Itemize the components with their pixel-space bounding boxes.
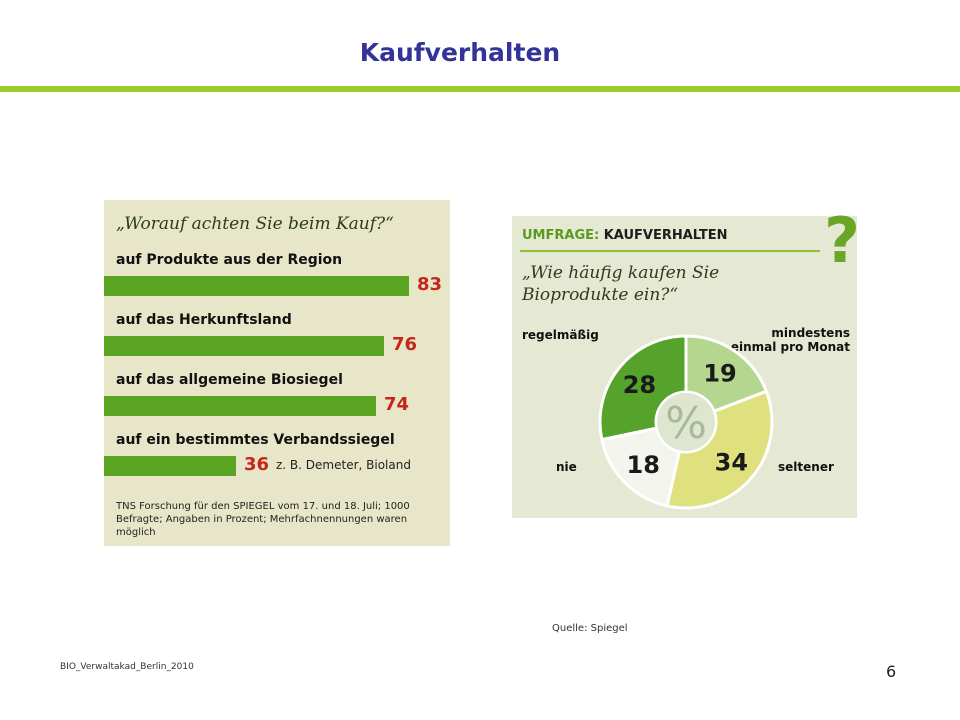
bar bbox=[104, 396, 376, 416]
pie-label-regelmaessig: regelmäßig bbox=[522, 328, 599, 342]
pie-chart-header-rest: KAUFVERHALTEN bbox=[603, 228, 728, 243]
bar-value-label: 76 bbox=[392, 334, 418, 355]
pie-chart-header-prefix: UMFRAGE: bbox=[522, 228, 600, 243]
bar bbox=[104, 456, 236, 476]
pie-label-seltener: seltener bbox=[778, 460, 834, 474]
bar bbox=[104, 336, 384, 356]
bar-chart-source-note: TNS Forschung für den SPIEGEL vom 17. und 18. Juli; 1000 Befragte; Angaben in Prozent; Mehrfachnennungen waren möglich bbox=[116, 501, 410, 538]
donut-value-label: 19 bbox=[703, 359, 737, 388]
pie-chart-header bbox=[522, 228, 728, 243]
bar bbox=[104, 276, 409, 296]
title-underline bbox=[0, 86, 960, 92]
pie-chart-title: „Wie häufig kaufen Sie Bioprodukte ein?“ bbox=[522, 263, 720, 305]
donut-value-label: 18 bbox=[626, 451, 660, 480]
bar-label: auf das allgemeine Biosiegel bbox=[116, 372, 343, 388]
pie-label-mindestens: mindestens einmal pro Monat bbox=[730, 326, 850, 354]
bar-label: auf Produkte aus der Region bbox=[116, 252, 343, 268]
pie-chart-header-line bbox=[520, 250, 820, 252]
bar-value-label: 83 bbox=[417, 274, 443, 295]
pie-chart-panel bbox=[512, 204, 860, 518]
slide-title: Kaufverhalten bbox=[359, 38, 561, 67]
page-number: 6 bbox=[886, 662, 897, 681]
pie-label-nie: nie bbox=[556, 460, 577, 474]
bar-value-label: 36 bbox=[244, 454, 270, 475]
donut-value-label: 28 bbox=[622, 371, 657, 400]
donut-value-label: 34 bbox=[714, 448, 749, 477]
bar-label: auf ein bestimmtes Verbandssiegel bbox=[116, 432, 395, 448]
bar-chart-title: „Worauf achten Sie beim Kauf?“ bbox=[116, 214, 394, 234]
percent-icon: % bbox=[665, 398, 707, 449]
question-mark-icon: ? bbox=[824, 204, 860, 277]
bar-value-label: 74 bbox=[384, 394, 410, 415]
bar-chart-panel bbox=[104, 200, 450, 546]
donut-chart bbox=[596, 332, 776, 512]
bar-annotation: z. B. Demeter, Bioland bbox=[276, 458, 411, 472]
footer-label: BIO_Verwaltakad_Berlin_2010 bbox=[60, 662, 194, 672]
bar-label: auf das Herkunftsland bbox=[116, 312, 292, 328]
source-credit: Quelle: Spiegel bbox=[552, 623, 628, 634]
